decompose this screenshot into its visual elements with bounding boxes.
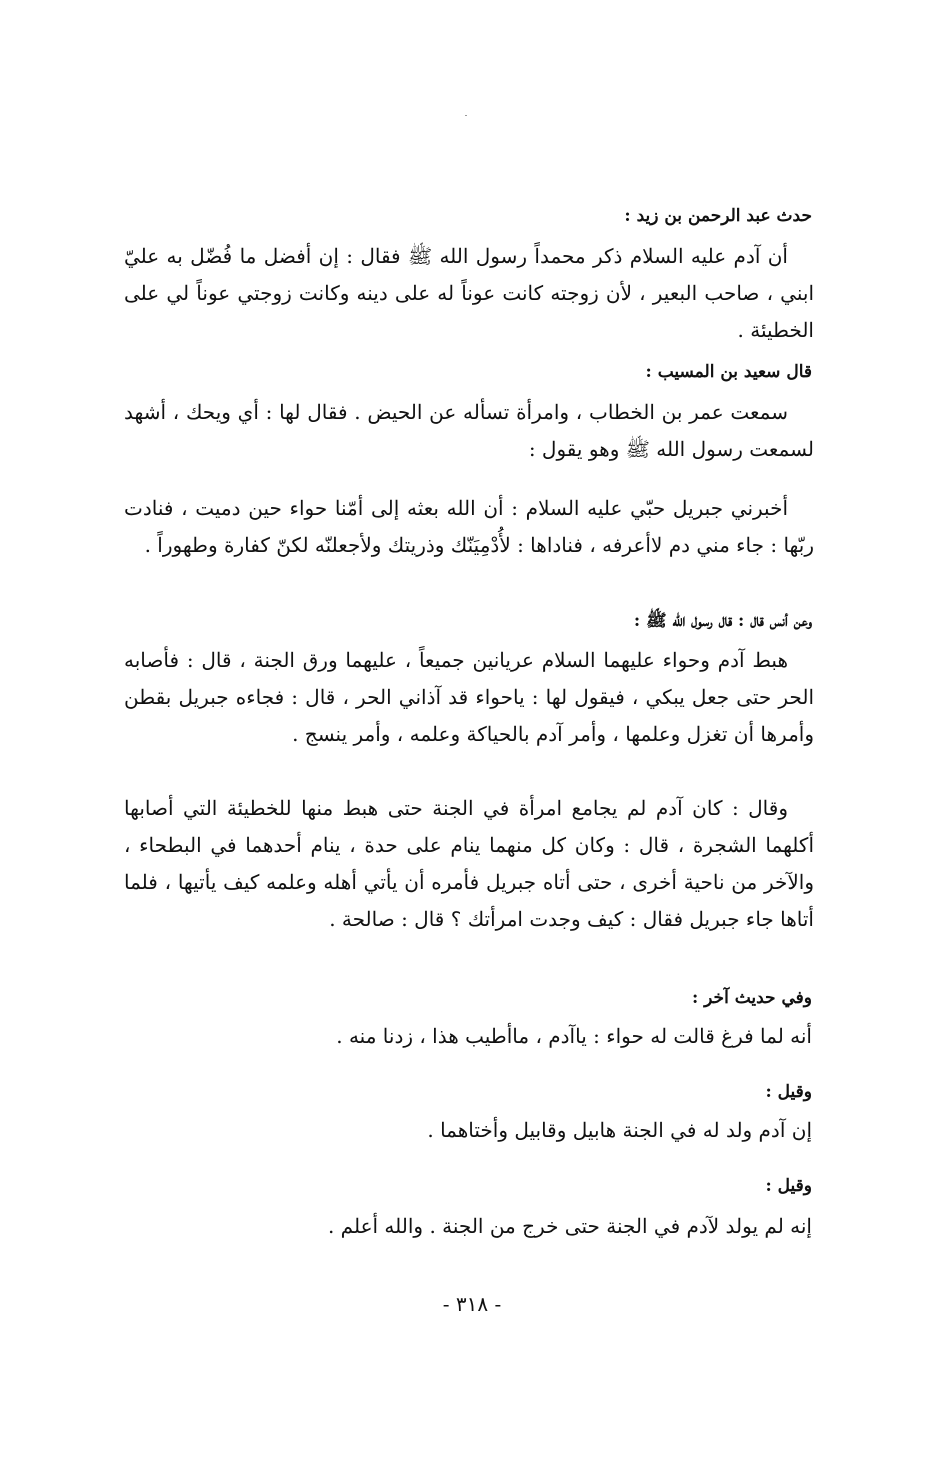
paragraph: وقال : كان آدم لم يجامع امرأة في الجنة حتى هبط منها للخطيئة التي أصابها أكلهما الشجرة ، قال : وكان كل منهما ينام على حدة ، ينام أحدهما في البطحاء ، والآخر من ناحية أخرى ، حتى أتاه جبريل فأمره أن يأتي أهله وعلمه كيف يأتيها ، فلما أتاها جاء جبريل فقال : كيف وجدت امرأتك ؟ قال : صالحة . xyxy=(124,796,814,931)
paragraph: إنه لم يولد لآدم في الجنة حتى خرج من الجنة . والله أعلم . xyxy=(327,1214,812,1238)
section-heading: قال سعيد بن المسيب : xyxy=(645,362,812,382)
section-heading: وقيل : xyxy=(765,1082,812,1102)
page-number: - ٣١٨ - xyxy=(442,1292,502,1316)
section-body xyxy=(124,642,814,753)
section-body xyxy=(124,394,814,468)
section-heading: وفي حديث آخر : xyxy=(691,988,812,1008)
paragraph: هبط آدم وحواء عليهما السلام عريانين جميعاً ، عليهما ورق الجنة ، قال : فأصابه الحر حتى جعل يبكي ، فيقول لها : ياحواء قد آذاني الحر ، قال : فجاءه جبريل بقطن وأمرها أن تغزل وعلمها ، وأمر آدم بالحياكة وعلمه ، وأمر ينسج . xyxy=(124,648,814,746)
paragraph: أن آدم عليه السلام ذكر محمداً رسول الله ﷺ فقال : إن أفضل ما فُضّل به عليّ ابني ، صاحب البعير ، لأن زوجته كانت عوناً له على دينه وكانت زوجتي عوناً لي على الخطيئة . xyxy=(124,244,814,342)
section-heading: وقيل : xyxy=(765,1176,812,1196)
section-heading: حدث عبد الرحمن بن زيد : xyxy=(624,206,812,226)
section-body xyxy=(124,790,814,938)
section-body xyxy=(124,490,814,564)
section-body xyxy=(124,238,814,349)
paragraph: أنه لما فرغ قالت له حواء : ياآدم ، ماأطيب هذا ، زدنا منه . xyxy=(336,1024,812,1048)
paragraph: أخبرني جبريل حبّي عليه السلام : أن الله بعثه إلى أمّنا حواء حين دميت ، فنادت ربّها : جاء مني دم لاأعرفه ، فناداها : لأُدْمِيَنّك وذريتك ولأجعلنّه لكنّ كفارة وطهوراً . xyxy=(124,496,814,557)
section-heading: وعن أنس قال : قال رسول الله ﷺ : xyxy=(633,611,812,631)
paragraph: إن آدم ولد له في الجنة هابيل وقابيل وأختاهما . xyxy=(427,1118,812,1142)
speck xyxy=(465,115,467,116)
paragraph: سمعت عمر بن الخطاب ، وامرأة تسأله عن الحيض . فقال لها : أي ويحك ، أشهد لسمعت رسول الله ﷺ وهو يقول : xyxy=(124,400,814,461)
